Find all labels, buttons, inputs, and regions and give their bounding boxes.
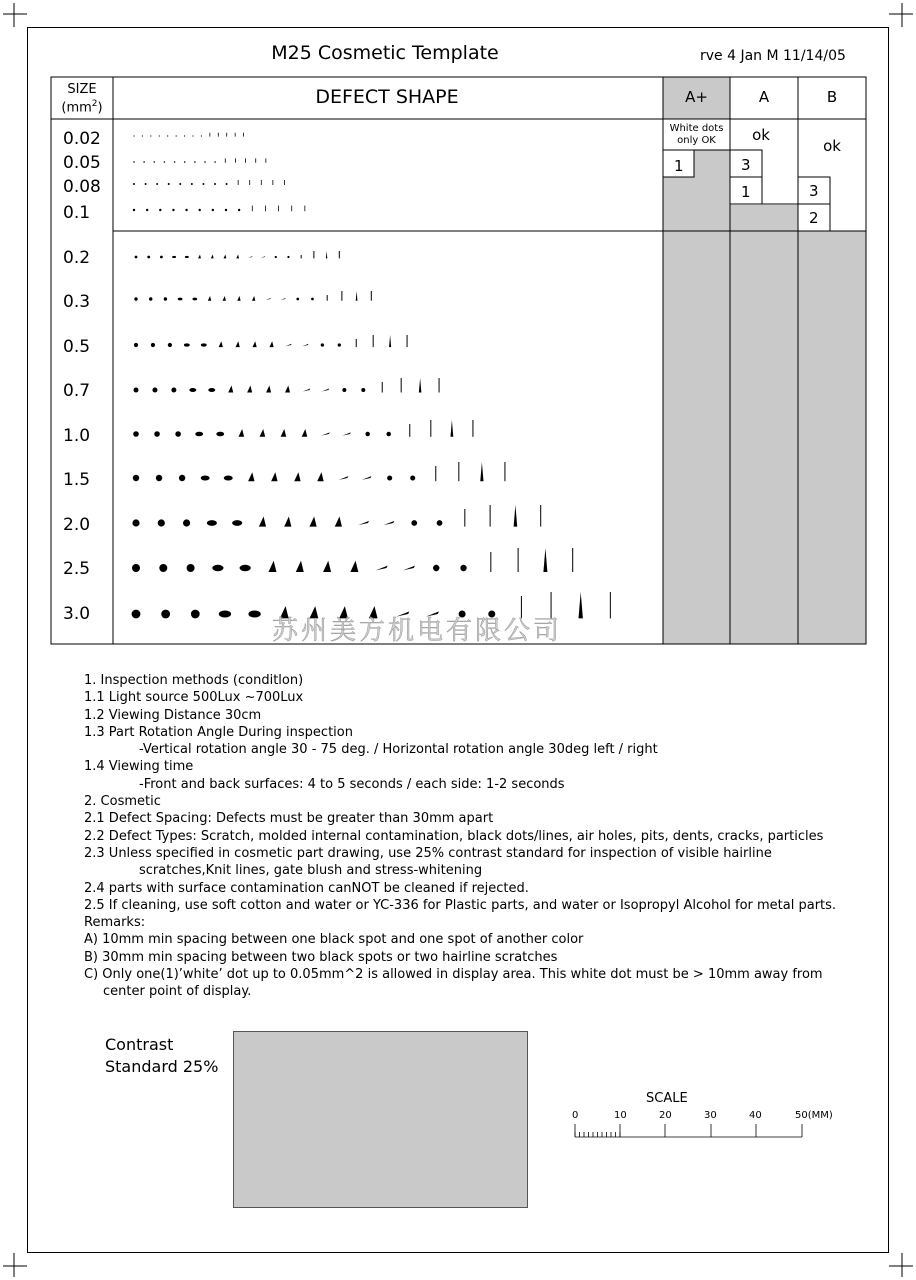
defect-dot	[164, 161, 166, 163]
size-label: 0.08	[63, 177, 101, 197]
defect-triangle	[259, 517, 266, 527]
note-line: 2.4 parts with surface contamination canNOT be cleaned if rejected.	[84, 880, 529, 896]
b-count-large: 2	[809, 209, 819, 227]
defect-dot	[152, 388, 157, 393]
defect-dot	[184, 135, 185, 136]
note-line: 1. Inspection methods (conditlon)	[84, 673, 304, 688]
aplus-shade	[663, 150, 730, 644]
defect-dot	[387, 475, 392, 480]
size-header-close: )	[97, 100, 103, 116]
page-title: M25 Cosmetic Template	[271, 42, 499, 64]
scale-ruler	[570, 1120, 810, 1142]
defect-slash	[322, 389, 330, 392]
defect-dot	[311, 298, 314, 301]
defect-dot	[411, 520, 417, 526]
defect-slash	[384, 521, 395, 525]
defect-dot	[135, 256, 138, 259]
defect-dot	[226, 183, 228, 185]
defect-dot	[287, 256, 289, 258]
size-header-label: SIZE	[67, 82, 97, 97]
defect-dot	[145, 183, 147, 185]
defect-triangle	[236, 341, 240, 347]
scale-label: 20	[659, 1110, 672, 1121]
grade-a: A	[758, 88, 770, 106]
defect-triangle	[323, 561, 331, 572]
size-label: 2.5	[63, 559, 91, 579]
defect-dot	[191, 183, 193, 185]
defect-dot	[154, 431, 160, 437]
defect-dot	[133, 135, 134, 136]
defect-dot	[194, 161, 196, 163]
scale-label: 10	[614, 1110, 627, 1121]
defect-triangle	[236, 254, 239, 258]
grade-b: B	[826, 88, 838, 106]
defect-dot	[159, 564, 167, 572]
size-column-header	[52, 82, 112, 115]
defect-triangle	[268, 561, 276, 572]
defect-dot	[142, 135, 143, 136]
defect-dot	[201, 135, 202, 136]
defect-dot	[134, 343, 138, 347]
defect-spike	[356, 291, 358, 301]
defect-oval	[201, 475, 210, 480]
defect-shape-samples	[132, 133, 611, 619]
defect-slash	[285, 344, 291, 347]
defect-triangle	[309, 517, 316, 527]
note-line: A) 10mm min spacing between one black spot and one spot of another color	[84, 932, 584, 948]
size-header-sup: 2	[91, 99, 98, 109]
note-line: -Vertical rotation angle 30 - 75 deg. / Horizontal rotation angle 30deg left / right	[139, 742, 658, 758]
defect-dot	[153, 161, 155, 163]
defect-triangle	[238, 429, 244, 437]
defect-dot	[134, 297, 137, 300]
contrast-label	[105, 1034, 218, 1078]
note-line: 1.2 Viewing Distance 30cm	[84, 707, 262, 723]
size-label: 3.0	[63, 604, 91, 624]
defect-triangle	[211, 254, 214, 258]
b-shade	[798, 231, 866, 644]
defect-triangle	[223, 296, 226, 301]
defect-dot	[179, 183, 181, 185]
defect-dot	[159, 209, 161, 211]
defect-dot	[187, 564, 195, 572]
defect-dot	[147, 256, 150, 259]
scale-label: 0	[572, 1110, 579, 1121]
defect-spike	[389, 335, 391, 347]
white-dots-note	[663, 123, 730, 147]
contrast-standard-swatch	[233, 1031, 528, 1208]
defect-triangle	[219, 341, 223, 347]
defect-triangle	[198, 254, 201, 258]
white-dots-note-line2: only OK	[677, 135, 716, 146]
note-line: 1.3 Part Rotation Angle During inspection	[84, 724, 353, 740]
contrast-label-line1: Contrast	[105, 1035, 174, 1054]
scale-title: SCALE	[646, 1091, 688, 1106]
defect-spike	[543, 548, 547, 572]
defect-oval	[248, 610, 260, 617]
defect-oval	[172, 256, 176, 258]
defect-dot	[296, 298, 299, 301]
defect-triangle	[252, 296, 255, 301]
note-line: 2. Cosmetic	[84, 794, 161, 810]
defect-dot	[183, 519, 190, 526]
note-line: scratches,Knit lines, gate blush and stress-whitening	[139, 863, 483, 879]
note-line: 1.1 Light source 500Lux ~700Lux	[84, 690, 304, 706]
defect-oval	[207, 520, 217, 526]
size-label: 0.2	[63, 248, 91, 268]
defect-spike	[579, 592, 583, 618]
defect-dot	[156, 475, 162, 481]
note-line: C) Only one(1)’white’ dot up to 0.05mm^2 is allowed in display area. This white dot must be > 10mm away from	[84, 967, 823, 983]
defect-dot	[179, 475, 185, 481]
defect-triangle	[237, 296, 240, 301]
defect-dot	[168, 183, 170, 185]
defect-dot	[158, 519, 165, 526]
scale-label: 30	[704, 1110, 717, 1121]
defect-oval	[219, 610, 231, 617]
defect-dot	[143, 161, 145, 163]
defect-slash	[303, 389, 311, 392]
defect-triangle	[271, 472, 277, 481]
size-label: 0.3	[63, 292, 91, 312]
defect-dot	[185, 209, 187, 211]
defect-spike	[419, 378, 422, 393]
size-label: 0.02	[63, 129, 101, 149]
defect-slash	[358, 521, 369, 525]
defect-dot	[133, 431, 139, 437]
size-label: 0.05	[63, 153, 101, 173]
defect-triangle	[224, 254, 227, 258]
note-line: -Front and back surfaces: 4 to 5 seconds / each side: 1-2 seconds	[139, 776, 565, 792]
defect-dot	[191, 610, 200, 619]
defect-triangle	[247, 386, 252, 393]
defect-oval	[212, 565, 223, 571]
defect-dot	[171, 388, 176, 393]
defect-dot	[212, 209, 214, 211]
defect-dot	[238, 209, 240, 211]
a-count-large: 1	[741, 183, 751, 201]
defect-spike	[326, 251, 327, 258]
defect-oval	[192, 298, 197, 301]
defect-slash	[248, 256, 252, 258]
defect-dot	[167, 135, 168, 136]
defect-dot	[202, 183, 204, 185]
defect-oval	[201, 343, 207, 346]
defect-dot	[159, 135, 160, 136]
size-label: 0.7	[63, 381, 91, 401]
defect-dot	[321, 343, 324, 346]
defect-triangle	[302, 429, 308, 437]
defect-dot	[134, 388, 139, 393]
size-label: 1.5	[63, 470, 91, 490]
defect-dot	[386, 432, 390, 436]
defect-dot	[275, 256, 277, 258]
defect-oval	[224, 475, 233, 480]
defect-triangle	[335, 517, 342, 527]
defect-triangle	[269, 341, 273, 347]
defect-dot	[146, 209, 148, 211]
defect-slash	[302, 344, 308, 347]
contrast-label-line2: Standard 25%	[105, 1057, 219, 1076]
defect-dot	[176, 135, 177, 136]
defect-oval	[216, 432, 224, 436]
size-label: 2.0	[63, 515, 91, 535]
inspection-notes	[84, 672, 836, 1001]
defect-dot	[361, 388, 365, 392]
defect-slash	[403, 566, 415, 571]
a-shade	[730, 205, 798, 644]
note-line: 2.3 Unless specified in cosmetic part drawing, use 25% contrast standard for inspection of visible hairline	[84, 845, 772, 861]
defect-dot	[164, 297, 167, 300]
note-line: 2.1 Defect Spacing: Defects must be greater than 30mm apart	[84, 811, 494, 827]
defect-oval	[178, 298, 183, 301]
scale-label: 40	[749, 1110, 762, 1121]
defect-dot	[338, 343, 341, 346]
defect-dot	[204, 161, 206, 163]
defect-slash	[261, 256, 265, 258]
defect-dot	[184, 161, 186, 163]
grade-aplus: A+	[685, 88, 708, 106]
note-line: Remarks:	[84, 915, 146, 931]
defect-slash	[376, 566, 388, 571]
note-line: 1.4 Viewing time	[84, 759, 194, 775]
defect-dot	[460, 565, 466, 571]
defect-dot	[365, 432, 369, 436]
defect-slash	[281, 298, 286, 300]
defect-triangle	[260, 429, 266, 437]
defect-dot	[199, 209, 201, 211]
defect-triangle	[248, 472, 254, 481]
defect-dot	[156, 183, 158, 185]
aplus-count: 1	[674, 157, 684, 175]
defect-dot	[150, 135, 151, 136]
defect-triangle	[252, 341, 256, 347]
revision-label: rve 4 Jan M 11/14/05	[700, 48, 846, 64]
defect-dot	[133, 183, 135, 185]
defect-dot	[192, 135, 193, 136]
defect-dot	[433, 565, 439, 571]
defect-oval	[240, 565, 251, 571]
defect-dot	[172, 209, 174, 211]
defect-dot	[174, 161, 176, 163]
defect-triangle	[281, 429, 287, 437]
defect-oval	[189, 388, 196, 392]
a-count-small: 3	[741, 156, 751, 174]
defect-slash	[342, 432, 350, 435]
defect-triangle	[285, 386, 290, 393]
defect-triangle	[350, 561, 358, 572]
defect-dot	[175, 431, 181, 437]
defect-spike	[450, 420, 453, 437]
defect-dot	[410, 475, 415, 480]
defect-triangle	[208, 296, 211, 301]
defect-slash	[321, 432, 329, 435]
defect-dot	[132, 564, 140, 572]
defect-slash	[362, 476, 372, 480]
scale-label: 50(MM)	[795, 1110, 833, 1121]
defect-oval	[185, 256, 189, 258]
defect-triangle	[284, 517, 291, 527]
defect-dot	[133, 475, 139, 481]
defect-oval	[232, 520, 242, 526]
defect-dot	[160, 256, 163, 259]
size-label: 0.1	[63, 203, 91, 223]
defect-oval	[184, 343, 190, 346]
defect-oval	[195, 432, 203, 436]
size-label: 0.5	[63, 337, 91, 357]
defect-dot	[168, 343, 172, 347]
size-label: 1.0	[63, 426, 91, 446]
defect-triangle	[266, 386, 271, 393]
defect-triangle	[317, 472, 323, 481]
defect-dot	[342, 388, 346, 392]
defect-dot	[132, 519, 139, 526]
defect-dot	[214, 161, 216, 163]
defect-triangle	[228, 386, 233, 393]
note-line: B) 30mm min spacing between two black spots or two hairline scratches	[84, 949, 558, 965]
watermark: 苏州美方机电有限公司	[272, 616, 563, 646]
defect-slash	[339, 476, 349, 480]
defect-spike	[514, 505, 518, 527]
defect-dot	[132, 610, 141, 619]
defect-triangle	[294, 472, 300, 481]
defect-dot	[133, 209, 135, 211]
white-dots-note-line1: White dots	[669, 123, 724, 134]
defect-dot	[214, 183, 216, 185]
defect-dot	[151, 343, 155, 347]
defect-slash	[266, 298, 271, 300]
defect-dot	[161, 610, 170, 619]
b-count-small: 3	[809, 182, 819, 200]
grade-a-ok: ok	[752, 126, 770, 144]
defect-dot	[225, 209, 227, 211]
defect-dot	[437, 520, 443, 526]
defect-triangle	[296, 561, 304, 572]
defect-oval	[208, 388, 215, 392]
defect-shape-header: DEFECT SHAPE	[315, 86, 459, 108]
note-line: 2.2 Defect Types: Scratch, molded internal contamination, black dots/lines, air holes, pits, dents, cracks, particles	[84, 828, 824, 844]
grade-b-ok: ok	[823, 137, 841, 155]
note-line: center point of display.	[103, 984, 252, 1000]
note-line: 2.5 If cleaning, use soft cotton and water or YC-336 for Plastic parts, and water or Isopropyl Alcohol for metal parts.	[84, 897, 837, 913]
defect-spike	[480, 462, 483, 481]
size-header-unit: (mm	[61, 100, 92, 116]
defect-dot	[149, 297, 152, 300]
defect-dot	[133, 161, 135, 163]
